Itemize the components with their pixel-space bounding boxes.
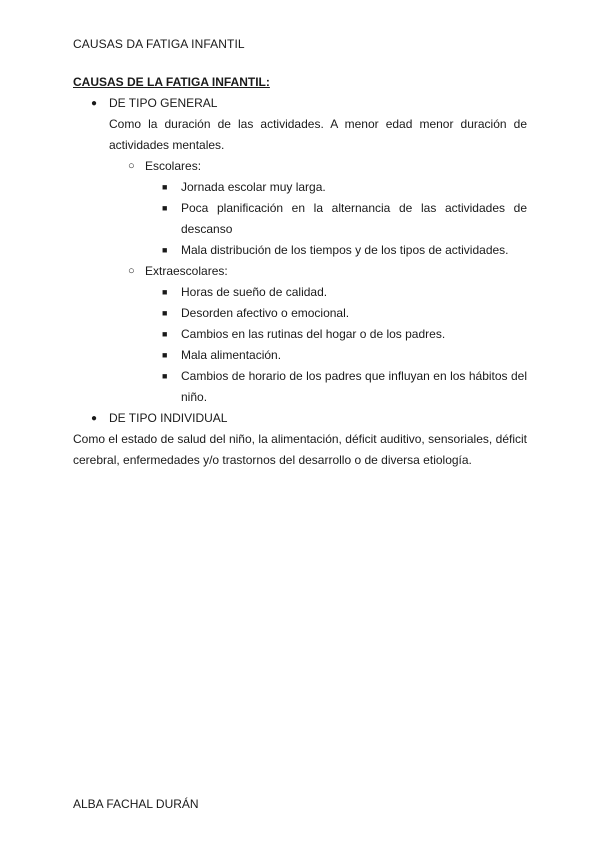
list-item-text: Desorden afectivo o emocional. [181, 306, 350, 320]
list-item [73, 240, 527, 261]
list-item-text: Cambios de horario de los padres que influyan en los hábitos del niño. [181, 369, 527, 404]
bullet-square-icon: ■ [162, 245, 168, 255]
bullet-square-icon: ■ [162, 287, 168, 297]
list-item [73, 177, 527, 198]
page-header: CAUSAS DA FATIGA INFANTIL [73, 37, 245, 51]
bullet-individual-label: DE TIPO INDIVIDUAL [109, 411, 228, 425]
individual-paragraph: Como el estado de salud del niño, la alimentación, déficit auditivo, sensoriales, déficit cerebral, enfermedades y/o trastornos del desarrollo o de diversa etiología. [73, 432, 527, 467]
list-item-text: Mala distribución de los tiempos y de los tipos de actividades. [181, 243, 509, 257]
bullet-general [73, 93, 527, 114]
document-body [73, 72, 527, 471]
list-item-text: Jornada escolar muy larga. [181, 180, 326, 194]
bullet-circle-icon: ○ [128, 265, 135, 277]
bullet-general-label: DE TIPO GENERAL [109, 96, 218, 110]
list-item [73, 198, 527, 240]
bullet-square-icon: ■ [162, 329, 168, 339]
bullet-dot-icon: ● [91, 98, 98, 109]
list-item-text: Poca planificación en la alternancia de las actividades de descanso [181, 201, 527, 236]
list-item-text: Cambios en las rutinas del hogar o de los padres. [181, 327, 446, 341]
sub-bullet-escolares-label: Escolares: [145, 159, 202, 173]
general-intro-paragraph: Como la duración de las actividades. A menor edad menor duración de actividades mentales. [109, 117, 527, 152]
section-title: CAUSAS DE LA FATIGA INFANTIL: [73, 75, 270, 89]
list-item-text: Mala alimentación. [181, 348, 282, 362]
bullet-square-icon: ■ [162, 308, 168, 318]
list-item-text: Horas de sueño de calidad. [181, 285, 328, 299]
bullet-individual [73, 408, 527, 429]
list-item [73, 282, 527, 303]
page-footer: ALBA FACHAL DURÁN [73, 797, 199, 811]
list-item [73, 345, 527, 366]
sub-bullet-extraescolares [73, 261, 527, 282]
bullet-square-icon: ■ [162, 371, 168, 381]
sub-bullet-escolares [73, 156, 527, 177]
bullet-square-icon: ■ [162, 350, 168, 360]
sub-bullet-extraescolares-label: Extraescolares: [145, 264, 228, 278]
list-item [73, 303, 527, 324]
bullet-dot-icon: ● [91, 413, 98, 424]
bullet-square-icon: ■ [162, 182, 168, 192]
list-item [73, 324, 527, 345]
bullet-square-icon: ■ [162, 203, 168, 213]
list-item [73, 366, 527, 408]
bullet-circle-icon: ○ [128, 160, 135, 172]
